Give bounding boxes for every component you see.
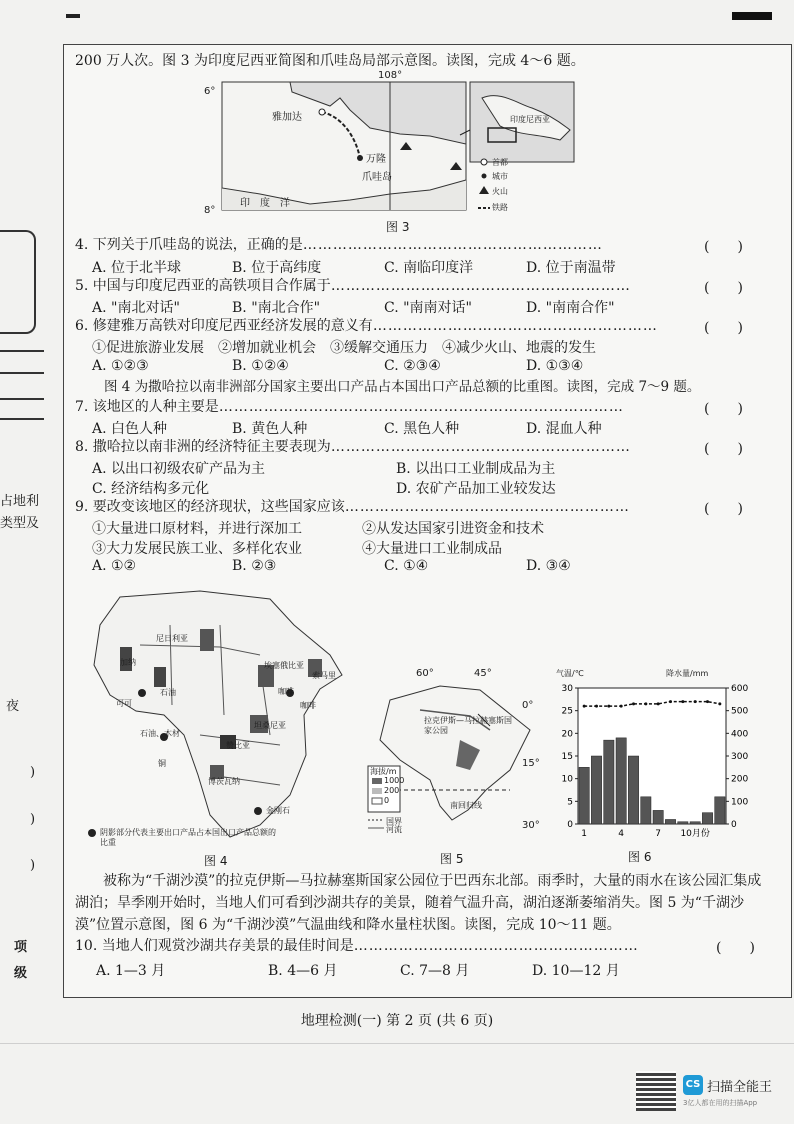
q5-option-b[interactable]: B. "南北合作" xyxy=(232,300,321,316)
left-rule xyxy=(0,418,44,420)
q6-stem: 6. 修建雅万高铁对印度尼西亚经济发展的意义有………………………………………………… xyxy=(75,318,658,334)
figure-4-map xyxy=(80,585,350,847)
q8-answer-paren[interactable]: ( ) xyxy=(704,441,743,457)
q6-option-d[interactable]: D. ①③④ xyxy=(526,358,584,374)
q4-answer-paren[interactable]: ( ) xyxy=(704,239,743,255)
fig4-label: 博茨瓦纳 xyxy=(208,777,240,786)
fig5-lat30: 30° xyxy=(522,820,540,831)
q7-option-d[interactable]: D. 混血人种 xyxy=(526,421,602,437)
fig4-label: 埃塞俄比亚 xyxy=(264,661,304,670)
left-text: ) xyxy=(30,765,36,780)
right-tick-label: 0 xyxy=(731,820,737,830)
left-tick-label: 15 xyxy=(561,752,573,762)
precip-bar xyxy=(591,756,601,824)
fig5-legend-border: 国界 xyxy=(386,817,402,826)
q9-item-3: ③大力发展民族工业、多样化农业 xyxy=(92,541,302,557)
fig5-legend-river: 河流 xyxy=(386,825,402,834)
figure-5-map xyxy=(360,670,560,840)
x-tick-label: 4 xyxy=(618,829,625,839)
qr-code-icon xyxy=(636,1071,676,1111)
q10-option-b[interactable]: B. 4—6 月 xyxy=(268,963,338,979)
fig3-jakarta: 雅加达 xyxy=(272,112,302,123)
q10-answer-paren[interactable]: ( ) xyxy=(716,940,755,956)
fig3-indonesia: 印度尼西亚 xyxy=(510,115,550,124)
q4-option-b[interactable]: B. 位于高纬度 xyxy=(232,260,322,276)
separator xyxy=(0,1043,794,1044)
right-tick-label: 400 xyxy=(731,729,749,740)
fig5-legend-1000: 1000 xyxy=(384,776,405,785)
q7-option-c[interactable]: C. 黑色人种 xyxy=(384,421,460,437)
left-text: 夜 xyxy=(6,699,20,714)
fig5-park: 拉克伊斯—马拉赫塞斯国家公园 xyxy=(424,716,512,735)
scanner-subtitle: 3亿人都在用的扫描App xyxy=(683,1099,758,1107)
left-text: 级 xyxy=(14,966,28,981)
q4-option-a[interactable]: A. 位于北半球 xyxy=(92,260,182,276)
intro-line: 200 万人次。图 3 为印度尼西亚简图和爪哇岛局部示意图。读图，完成 4～6 题。 xyxy=(75,53,585,69)
right-tick-label: 500 xyxy=(731,706,749,717)
temperature-point xyxy=(681,700,684,703)
q9-option-a[interactable]: A. ①② xyxy=(92,558,137,574)
temperature-point xyxy=(657,702,660,705)
right-tick-label: 100 xyxy=(731,797,749,808)
fig4-label: 咖啡 xyxy=(278,687,294,696)
q5-option-d[interactable]: D. "南南合作" xyxy=(526,300,615,316)
q7-option-a[interactable]: A. 白色人种 xyxy=(92,421,168,437)
top-mark xyxy=(66,14,80,18)
fig5-lat15: 15° xyxy=(522,758,540,769)
fig4-legend: 阴影部分代表主要出口产品占本国出口产品总额的比重 xyxy=(100,828,276,847)
left-text: 类型及 xyxy=(0,516,40,531)
left-margin xyxy=(0,0,62,1000)
q9-item-4: ④大量进口工业制成品 xyxy=(362,541,502,557)
fig6-ylabel-right: 降水量/mm xyxy=(666,669,709,678)
q9-answer-paren[interactable]: ( ) xyxy=(704,501,743,517)
left-text: ) xyxy=(30,858,36,873)
temperature-point xyxy=(583,705,586,708)
camscanner-logo-icon: CS xyxy=(683,1075,703,1095)
precip-bar xyxy=(702,813,712,824)
right-tick-label: 600 xyxy=(731,684,749,694)
fig3-legend-capital: 首都 xyxy=(492,158,508,167)
temperature-point xyxy=(669,700,672,703)
precip-bar xyxy=(715,797,725,824)
q9-item-2: ②从发达国家引进资金和技术 xyxy=(362,521,544,537)
q8-option-a[interactable]: A. 以出口初级农矿产品为主 xyxy=(92,461,266,477)
precip-bar xyxy=(641,797,651,824)
fig4-label: 铜 xyxy=(158,759,166,768)
scanner-name: 扫描全能王 xyxy=(707,1080,773,1095)
x-tick-label: 10月份 xyxy=(680,829,710,839)
precip-bar xyxy=(653,810,663,824)
left-tick-label: 10 xyxy=(561,774,573,785)
q9-option-b[interactable]: B. ②③ xyxy=(232,558,277,574)
q6-answer-paren[interactable]: ( ) xyxy=(704,320,743,336)
left-tick-label: 30 xyxy=(561,684,573,694)
left-tick-label: 20 xyxy=(561,729,573,740)
fig3-lon: 108° xyxy=(378,70,403,81)
q4-option-c[interactable]: C. 南临印度洋 xyxy=(384,260,474,276)
precip-bar xyxy=(678,822,688,824)
left-text: ) xyxy=(30,812,36,827)
q8-option-d[interactable]: D. 农矿产品加工业较发达 xyxy=(396,481,556,497)
q10-option-d[interactable]: D. 10—12 月 xyxy=(532,963,620,979)
precip-bar xyxy=(616,738,626,824)
fig4-label: 可可 xyxy=(116,699,132,708)
fig5-lat0: 0° xyxy=(522,700,534,711)
fig4-label: 索马里 xyxy=(312,671,336,680)
temperature-point xyxy=(644,702,647,705)
figure-6-chart xyxy=(550,670,770,850)
q7-answer-paren[interactable]: ( ) xyxy=(704,401,743,417)
fig3-legend-city: 城市 xyxy=(492,172,508,181)
q8-option-c[interactable]: C. 经济结构多元化 xyxy=(92,481,210,497)
intro-7-9: 图 4 为撒哈拉以南非洲部分国家主要出口产品占本国出口产品总额的比重图。读图，完成 7～9 题。 xyxy=(104,379,701,395)
passage-10-11: 被称为“千湖沙漠”的拉克伊斯—马拉赫塞斯国家公园位于巴西东北部。雨季时，大量的雨水在该公园汇集成湖泊；旱季刚开始时，当地人们可看到沙湖共存的美景，随着气温升高，湖泊逐渐萎缩消失。图 5 为“千湖沙漠”位置示意图，图 6 为“千湖沙漠”气温曲线和降水量柱状图。读图，完成 10～11 题。 xyxy=(75,873,762,933)
left-rule xyxy=(0,372,44,374)
fig3-ocean: 印 度 洋 xyxy=(240,198,290,209)
fig5-legend-200: 200 xyxy=(384,786,400,795)
precip-bar xyxy=(579,767,589,824)
left-text: 占地利 xyxy=(0,494,40,509)
fig3-caption: 图 3 xyxy=(386,220,410,234)
q8-option-b[interactable]: B. 以出口工业制成品为主 xyxy=(396,461,556,477)
precip-bar xyxy=(628,756,638,824)
fig4-label: 加纳 xyxy=(120,658,136,667)
fig3-lat-bottom: 8° xyxy=(204,205,216,216)
fig6-ylabel-left: 气温/℃ xyxy=(556,669,584,678)
fig3-lat-top: 6° xyxy=(204,86,216,97)
fig4-label: 金刚石 xyxy=(266,806,290,815)
fig4-label: 尼日利亚 xyxy=(156,634,188,643)
fig5-legend-title: 海拔/m xyxy=(370,767,397,776)
right-tick-label: 300 xyxy=(731,752,749,762)
fig5-lon2: 45° xyxy=(474,668,492,679)
x-tick-label: 1 xyxy=(581,829,588,839)
q5-answer-paren[interactable]: ( ) xyxy=(704,280,743,296)
q5-stem: 5. 中国与印度尼西亚的高铁项目合作属于…………………………………………………… xyxy=(75,278,631,294)
temperature-point xyxy=(595,705,598,708)
q6-option-c[interactable]: C. ②③④ xyxy=(384,358,441,374)
fig3-legend-railway: 铁路 xyxy=(492,203,508,212)
fig5-tropic: 南回归线 xyxy=(450,801,482,810)
precip-bar xyxy=(604,740,614,824)
q4-option-d[interactable]: D. 位于南温带 xyxy=(526,260,616,276)
q9-item-1: ①大量进口原材料，并进行深加工 xyxy=(92,521,302,537)
fig3-bandung: 万隆 xyxy=(366,154,386,165)
fig3-legend-volcano: 火山 xyxy=(492,187,508,196)
q10-stem: 10. 当地人们观赏沙湖共存美景的最佳时间是………………………………………………… xyxy=(75,938,639,954)
fig6-caption: 图 6 xyxy=(628,850,652,864)
temperature-point xyxy=(632,702,635,705)
q8-stem: 8. 撒哈拉以南非洲的经济特征主要表现为…………………………………………………… xyxy=(75,439,631,455)
q10-option-a[interactable]: A. 1—3 月 xyxy=(96,963,166,979)
fig4-label: 坦桑尼亚 xyxy=(254,721,286,730)
q6-option-b[interactable]: B. ①②④ xyxy=(232,358,289,374)
q9-option-d[interactable]: D. ③④ xyxy=(526,558,571,574)
temperature-point xyxy=(607,705,610,708)
left-tick-label: 5 xyxy=(567,797,573,808)
fig5-caption: 图 5 xyxy=(440,852,464,866)
q5-option-a[interactable]: A. "南北对话" xyxy=(92,300,180,316)
top-bar xyxy=(732,12,772,20)
fig4-label: 石油、木材 xyxy=(140,729,180,738)
fig5-legend-0: 0 xyxy=(384,796,390,805)
q7-stem: 7. 该地区的人种主要是……………………………………………………………………… xyxy=(75,399,624,415)
fig3-java: 爪哇岛 xyxy=(362,172,392,183)
x-tick-label: 7 xyxy=(655,829,662,839)
fig4-label: 赞比亚 xyxy=(226,741,250,750)
right-tick-label: 200 xyxy=(731,774,749,785)
left-rule xyxy=(0,350,44,352)
q5-option-c[interactable]: C. "南南对话" xyxy=(384,300,472,316)
precip-bar xyxy=(690,822,700,824)
fig5-lon1: 60° xyxy=(416,668,434,679)
q7-option-b[interactable]: B. 黄色人种 xyxy=(232,421,308,437)
fig4-caption: 图 4 xyxy=(204,854,228,868)
page-footer: 地理检测(一) 第 2 页 (共 6 页) xyxy=(300,1013,494,1029)
left-tick-label: 0 xyxy=(567,820,573,830)
temperature-point xyxy=(694,700,697,703)
q9-stem: 9. 要改变该地区的经济现状，这些国家应该………………………………………………… xyxy=(75,499,630,515)
q6-items: ①促进旅游业发展 ②增加就业机会 ③缓解交通压力 ④减少火山、地震的发生 xyxy=(92,340,596,356)
temperature-point xyxy=(620,705,623,708)
fig4-label: 石油 xyxy=(160,688,176,697)
q4-stem: 4. 下列关于爪哇岛的说法，正确的是…………………………………………………… xyxy=(75,237,603,253)
left-rule xyxy=(0,398,44,400)
q9-option-c[interactable]: C. ①④ xyxy=(384,558,429,574)
q10-option-c[interactable]: C. 7—8 月 xyxy=(400,963,470,979)
temperature-point xyxy=(706,700,709,703)
precip-bar xyxy=(665,819,675,824)
left-tick-label: 25 xyxy=(561,706,573,717)
fig4-label: 咖啡 xyxy=(300,701,316,710)
q6-option-a[interactable]: A. ①②③ xyxy=(92,358,149,374)
left-box xyxy=(0,230,36,334)
temperature-point xyxy=(718,702,721,705)
left-text: 项 xyxy=(14,940,28,955)
